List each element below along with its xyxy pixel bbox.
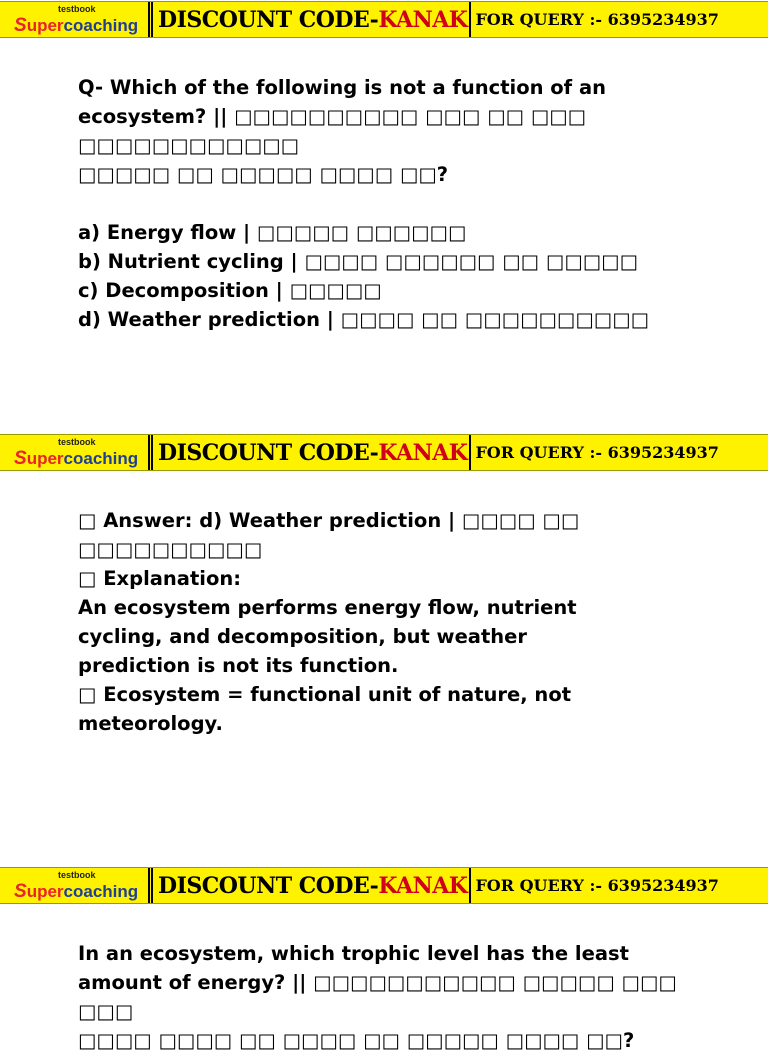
question-text: □□□□ □□□□ □□ □□□□ □□ □□□□□ □□□□ □□? xyxy=(78,1029,635,1052)
discount-code: DISCOUNT CODE-KANAK xyxy=(158,439,468,466)
question-text: ecosystem? || □□□□□□□□□□ □□□ □□ □□□ □□□□□□□□□□□□ xyxy=(78,105,587,157)
divider xyxy=(148,435,150,470)
explanation-text: meteorology. xyxy=(78,712,223,735)
discount-code: DISCOUNT CODE-KANAK xyxy=(158,872,468,899)
supercoaching-logo xyxy=(0,435,148,470)
discount-banner-3 xyxy=(0,867,768,904)
supercoaching-logo xyxy=(0,868,148,903)
explanation-text: □ Ecosystem = functional unit of nature, not xyxy=(78,683,572,706)
explanation-text: prediction is not its function. xyxy=(78,654,399,677)
question-text: amount of energy? || □□□□□□□□□□□ □□□□□ □□□ □□□ xyxy=(78,971,677,1023)
discount-banner-2 xyxy=(0,434,768,471)
divider xyxy=(151,2,153,37)
divider xyxy=(469,435,471,470)
discount-code: DISCOUNT CODE-KANAK xyxy=(158,6,468,33)
logo-small-text: testbook xyxy=(58,437,96,447)
option-a: a) Energy flow | □□□□□ □□□□□□ xyxy=(78,221,467,244)
question-1 xyxy=(78,73,718,334)
divider xyxy=(151,435,153,470)
option-b: b) Nutrient cycling | □□□□ □□□□□□ □□ □□□□□ xyxy=(78,250,639,273)
question-text: □□□□□ □□ □□□□□ □□□□ □□? xyxy=(78,163,449,186)
answer-1 xyxy=(78,506,718,738)
divider xyxy=(469,868,471,903)
explanation-text: cycling, and decomposition, but weather xyxy=(78,625,528,648)
question-2 xyxy=(78,939,718,1055)
logo-small-text: testbook xyxy=(58,870,96,880)
logo-main-text: Supercoaching xyxy=(14,15,139,36)
divider xyxy=(151,868,153,903)
option-d: d) Weather prediction | □□□□ □□ □□□□□□□□□□ xyxy=(78,308,650,331)
explanation-text: An ecosystem performs energy flow, nutrient xyxy=(78,596,577,619)
query-contact: FOR QUERY :- 6395234937 xyxy=(475,443,719,462)
discount-banner-1 xyxy=(0,1,768,38)
question-text: Q- Which of the following is not a function of an xyxy=(78,76,606,99)
answer-text: □ Answer: d) Weather prediction | □□□□ □□ xyxy=(78,509,580,532)
explanation-heading: □ Explanation: xyxy=(78,567,242,590)
answer-text: □□□□□□□□□□ xyxy=(78,538,263,561)
divider xyxy=(469,2,471,37)
option-c: c) Decomposition | □□□□□ xyxy=(78,279,382,302)
supercoaching-logo xyxy=(0,2,148,37)
query-contact: FOR QUERY :- 6395234937 xyxy=(475,10,719,29)
logo-small-text: testbook xyxy=(58,4,96,14)
logo-main-text: Supercoaching xyxy=(14,881,139,902)
question-text: In an ecosystem, which trophic level has the least xyxy=(78,942,629,965)
query-contact: FOR QUERY :- 6395234937 xyxy=(475,876,719,895)
divider xyxy=(148,2,150,37)
divider xyxy=(148,868,150,903)
logo-main-text: Supercoaching xyxy=(14,448,139,469)
